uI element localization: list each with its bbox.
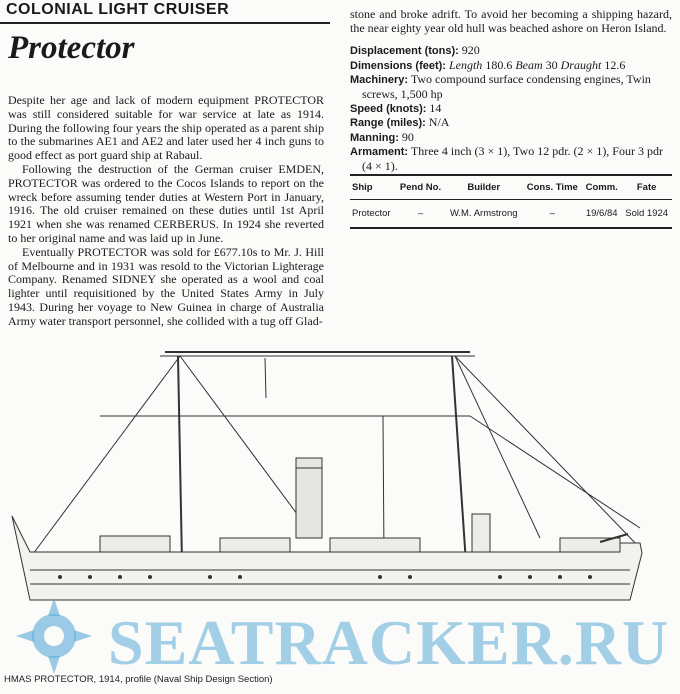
spec-manning: Manning: 90 xyxy=(350,129,414,144)
paragraph-continued: stone and broke adrift. To avoid her becoming a shipping hazard, the near eighty year old hull was beached ashore on Heron Island. xyxy=(350,7,672,35)
section-header-bar xyxy=(0,0,330,24)
table-header-row xyxy=(350,175,672,200)
table-cell: – xyxy=(549,208,555,219)
body-text-left xyxy=(8,94,324,329)
column-header: Ship xyxy=(352,182,373,193)
table-cell: W.M. Armstrong xyxy=(449,208,518,219)
watermark-logo-icon xyxy=(0,596,108,676)
table-cell: 19/6/84 xyxy=(585,208,618,219)
spec-speed: Speed (knots): 14 xyxy=(350,100,442,115)
column-header: Pend No. xyxy=(399,182,442,193)
column-header: Comm. xyxy=(585,182,618,193)
table-cell: Protector xyxy=(352,208,391,219)
ship-table xyxy=(350,174,672,229)
column-header: Cons. Time xyxy=(526,182,578,193)
figure-caption: HMAS PROTECTOR, 1914, profile (Naval Ship Design Section) xyxy=(4,674,273,685)
spec-dimensions: Dimensions (feet): Length 180.6 Beam 30 Draught 12.6 xyxy=(350,57,626,72)
section-label: COLONIAL LIGHT CRUISER xyxy=(6,1,230,18)
table-cell: – xyxy=(417,208,424,219)
column-header: Builder xyxy=(467,182,501,193)
body-text-right xyxy=(350,8,672,174)
table-cell: Sold 1924 xyxy=(625,208,669,219)
paragraph: Despite her age and lack of modern equipment PROTECTOR was still considered suitable for war service at late as 1914. During the following four years the ship operated as a parent ship to the submarines AE1 and AE2 and later used her 4 inch guns to good effect as port guard ship at Rabaul. xyxy=(8,93,324,163)
spec-armament: Armament: Three 4 inch (3 × 1), Two 12 pdr. (2 × 1), Four 3 pdr (4 × 1). xyxy=(350,144,663,173)
paragraph: Following the destruction of the German cruiser EMDEN, PROTECTOR was ordered to the Cocos Islands to report on the wreck before assuming tender duties at Western Port in January, 1916. The old cruiser remained on these duties until 1st April 1921 when she was renamed CERBERUS. In 1924 she reverted to her original name and was laid up in June. xyxy=(8,161,324,245)
table-row xyxy=(350,200,672,229)
spec-machinery: Machinery: Two compound surface condensing engines, Twin screws, 1,500 hp xyxy=(350,72,651,101)
page-title: Protector xyxy=(8,30,135,66)
spec-displacement: Displacement (tons): 920 xyxy=(350,43,480,58)
column-header: Fate xyxy=(636,182,657,193)
watermark-text: SEATRACKER.RU xyxy=(108,607,670,678)
paragraph: Eventually PROTECTOR was sold for £677.10s to Mr. J. Hill of Melbourne and in 1931 was resold to the Victorian Lighterage Company. Renamed SIDNEY she operated as a wool and coal lighter until requisitioned by the United States Army in July 1943. During her voyage to New Guinea in charge of Australia Army water transport personnel, she collided with a tug off Glad- xyxy=(8,244,324,328)
specifications xyxy=(350,44,672,173)
spec-range: Range (miles): N/A xyxy=(350,115,450,130)
